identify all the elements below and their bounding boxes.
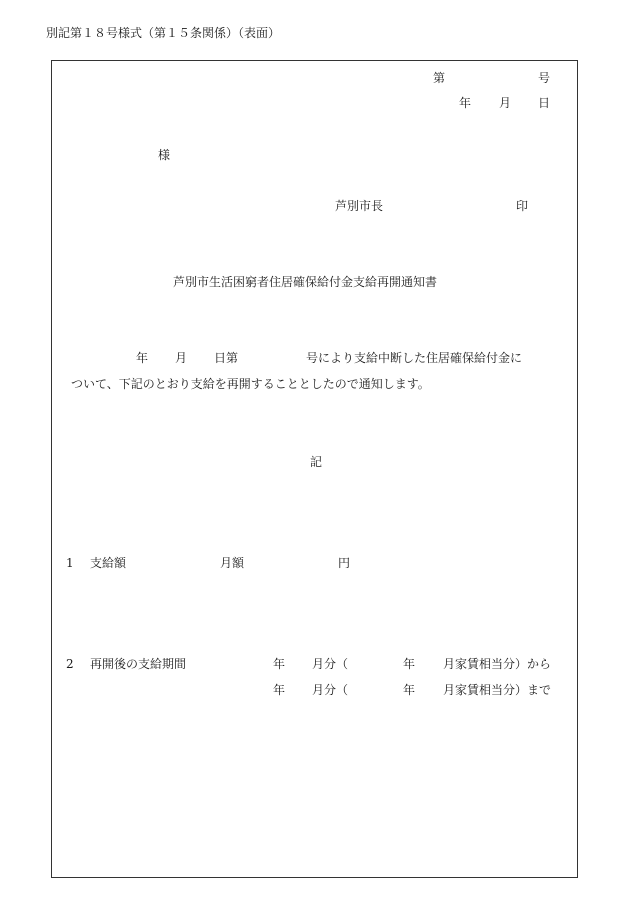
item2-row1-rent-rest: 月家賃相当分）から: [443, 657, 552, 671]
recipient-honorific: 様: [158, 148, 171, 162]
item2-row2-month-part: 月分（: [312, 683, 349, 697]
item2-row2-rent-rest: 月家賃相当分）まで: [443, 683, 552, 697]
item2-row1-rent-year: 年: [403, 657, 416, 671]
date-month: 月: [499, 96, 512, 110]
body-day-number: 日第: [214, 351, 239, 365]
date-year: 年: [459, 96, 472, 110]
body-year: 年: [136, 351, 149, 365]
ki-marker: 記: [310, 455, 323, 469]
doc-number-suffix: 号: [538, 71, 551, 85]
body-line1-rest: 号により支給中断した住居確保給付金に: [306, 351, 523, 365]
date-day: 日: [538, 96, 551, 110]
item2-label: 再開後の支給期間: [90, 657, 187, 671]
item1-label: 支給額: [90, 556, 127, 570]
item2-number: 2: [66, 657, 74, 671]
item1-yen: 円: [338, 556, 351, 570]
body-line2: ついて、下記のとおり支給を再開することとしたので通知します。: [71, 377, 430, 391]
doc-number-prefix: 第: [433, 71, 446, 85]
form-label: 別記第１８号様式（第１５条関係）（表面）: [46, 26, 281, 40]
form-frame: [51, 60, 578, 878]
body-month: 月: [175, 351, 188, 365]
item2-row2-year: 年: [273, 683, 286, 697]
item1-monthly: 月額: [220, 556, 245, 570]
item2-row1-month-part: 月分（: [312, 657, 349, 671]
document-title: 芦別市生活困窮者住居確保給付金支給再開通知書: [173, 275, 438, 289]
item2-row2-rent-year: 年: [403, 683, 416, 697]
seal-mark: 印: [516, 199, 529, 213]
item2-row1-year: 年: [273, 657, 286, 671]
item1-number: 1: [66, 556, 74, 570]
issuer-name: 芦別市長: [335, 199, 384, 213]
